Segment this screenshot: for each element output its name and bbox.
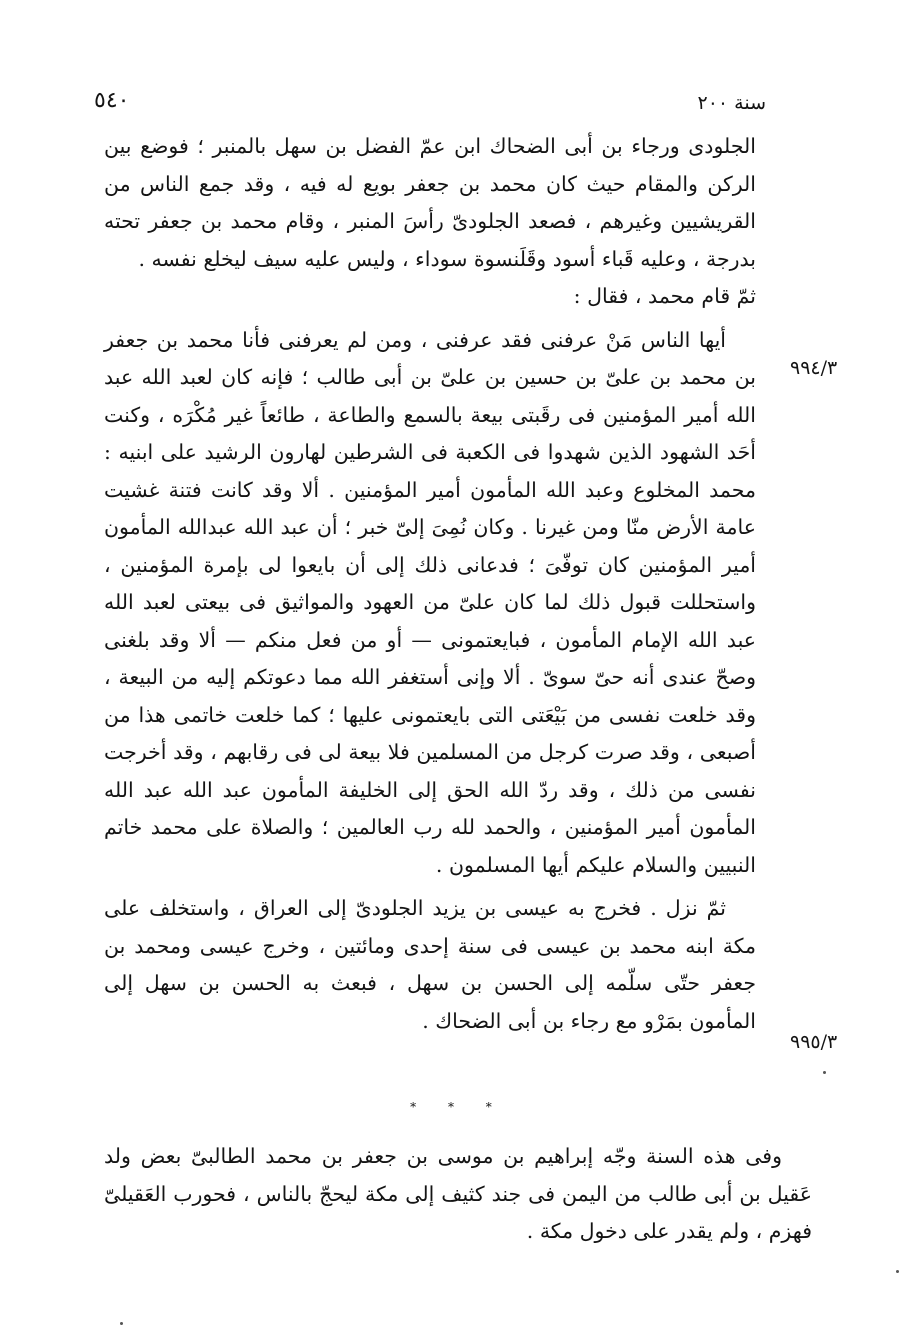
print-speck xyxy=(120,1322,123,1325)
print-speck xyxy=(896,1270,899,1273)
paragraph: ثمّ نزل . فخرج به عيسى بن يزيد الجلودىّ إلى العراق ، واستخلف على مكة ابنه محمد بن عيسى فى سنة إحدى ومائتين ، وخرج عيسى ومحمد بن جعفر حتّى سلّمه إلى الحسن بن سهل ، فبعث به الحسن بن سهل إلى المأمون بمَرْو مع رجاء بن أبى الضحاك . xyxy=(104,896,756,1033)
margin-reference: ٩٩٤/٣ xyxy=(790,357,838,379)
main-text xyxy=(104,128,756,1040)
section-separator: * * * xyxy=(410,1100,506,1114)
print-speck xyxy=(823,1071,826,1074)
margin-reference: ٩٩٥/٣ xyxy=(790,1031,838,1053)
page-number: ٥٤٠ xyxy=(94,88,130,113)
paragraph: وفى هذه السنة وجّه إبراهيم بن موسى بن جعفر بن محمد الطالبىّ بعض ولد عَقيل بن أبى طالب من اليمن فى جند كثيف إلى مكة ليحجّ بالناس ، فحورب العَقيلىّ فهزم ، ولم يقدر على دخول مكة . xyxy=(104,1144,812,1243)
running-header-year: سنة ٢٠٠ xyxy=(697,92,766,114)
paragraph: ثمّ قام محمد ، فقال : xyxy=(573,284,756,308)
paragraph: الجلودى ورجاء بن أبى الضحاك ابن عمّ الفضل بن سهل بالمنبر ؛ فوضع بين الركن والمقام حيث كان محمد بن جعفر بويع له فيه ، وقد جمع الناس من القريشيين وغيرهم ، فصعد الجلودىّ رأسَ المنبر ، وقام محمد بن جعفر تحته بدرجة ، وعليه قَباء أسود وقَلَنسوة سوداء ، وليس عليه سيف ليخلع نفسه . xyxy=(104,134,756,271)
closing-text xyxy=(104,1138,812,1251)
paragraph: أيها الناس مَنْ عرفنى فقد عرفنى ، ومن لم يعرفنى فأنا محمد بن جعفر بن محمد بن علىّ بن حسين بن علىّ بن أبى طالب ؛ فإنه كان لعبد الله عبد الله أمير المؤمنين فى رقَبتى بيعة بالسمع والطاعة ، طائعاً غير مُكْرَه ، وكنت أحَد الشهود الذين شهدوا فى الكعبة فى الشرطين لهارون الرشيد على ابنيه : محمد المخلوع وعبد الله المأمون أمير المؤمنين . ألا وقد كانت فتنة غشيت عامة الأرض منّا ومن غيرنا . وكان نُمِىَ إلىّ خبر ؛ أن عبد الله عبدالله المأمون أمير المؤمنين كان توفّىَ ؛ فدعانى ذلك إلى أن بايعوا لى بإمرة المؤمنين ، واستحللت قبول ذلك لما كان علىّ من العهود والمواثيق فى بيعتى لعبد الله عبد الله الإمام المأمون ، فبايعتمونى — أو من فعل منكم — ألا وقد بلغنى وصحّ عندى أنه حىّ سوىّ . ألا وإنى أستغفر الله مما دعوتكم إليه من البيعة ، وقد خلعت نفسى من بَيْعَتى التى بايعتمونى عليها ؛ كما خلعت خاتمى هذا من أصبعى ، وقد صرت كرجل من المسلمين فلا بيعة لى فى رقابهم ، وقد أخرجت نفسى من ذلك ، وقد ردّ الله الحق إلى الخليفة المأمون عبد الله عبد الله المأمون أمير المؤمنين ، والحمد لله رب العالمين ؛ والصلاة على محمد خاتم النبيين والسلام عليكم أيها المسلمون . xyxy=(104,327,756,877)
